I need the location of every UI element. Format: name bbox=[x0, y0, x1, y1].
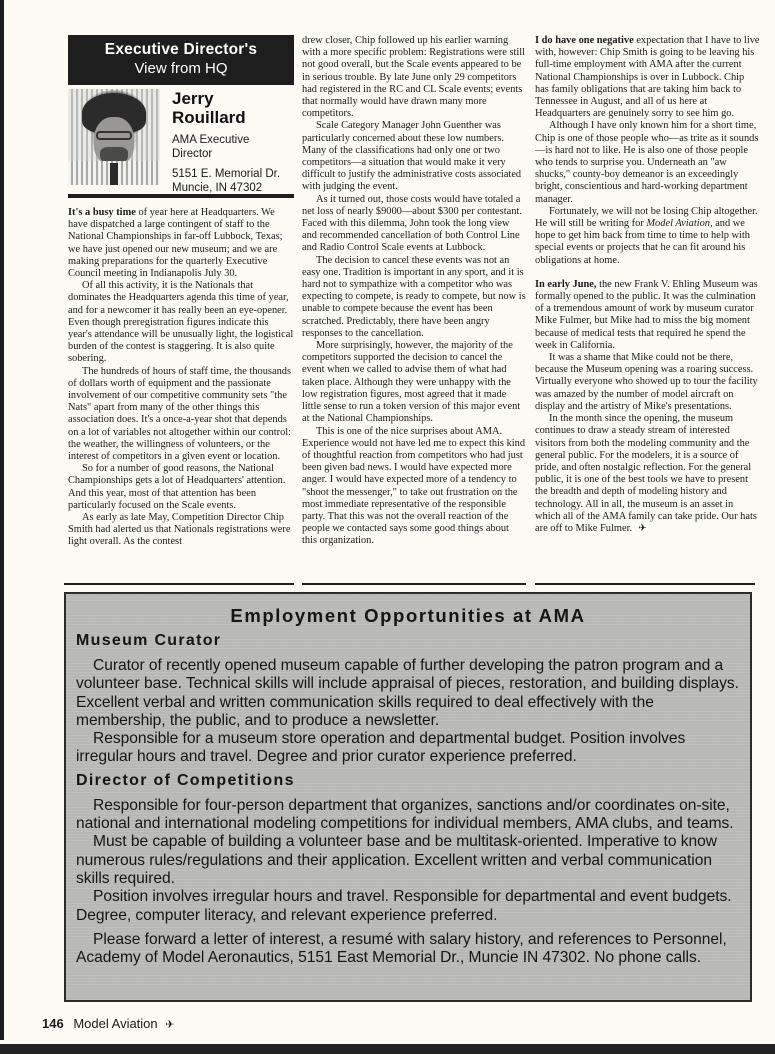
article-column-3 bbox=[535, 35, 760, 535]
paragraph bbox=[535, 413, 760, 535]
paragraph-text: the new Frank V. Ehling Museum was formally opened to the public. It was the culmination of a tremendous amount of work by museum curator Mike Fulmer, but Mike had to miss the big moment because of medical tests that required he spend the week in California. bbox=[535, 278, 758, 351]
column-divider bbox=[535, 583, 755, 585]
lead-in: In early June, bbox=[535, 278, 597, 290]
page-edge-shadow bbox=[0, 0, 4, 1040]
job-description: Curator of recently opened museum capable of further developing the patron program and a volunteer base. Technical skills will include appraisal of pieces, restoration, and building displays. Excellent verbal and written communication skills required to deal effectively with the membership, the public, and to produce a newsletter. bbox=[76, 657, 739, 729]
employment-opportunities-box bbox=[64, 592, 752, 1002]
paragraph bbox=[535, 35, 760, 120]
author-role-line: AMA Executive bbox=[172, 134, 250, 146]
paragraph: It was a shame that Mike could not be there, because the Museum opening was a roaring success. Virtually everyone who showed up to tour the facility was amazed by the number of model aircraft on display and the artistry of Mike's presentations. bbox=[535, 352, 758, 412]
column-header-box bbox=[68, 35, 294, 198]
author-first-name: Jerry bbox=[172, 89, 214, 108]
employment-title: Employment Opportunities at AMA bbox=[230, 605, 586, 626]
job-description: Position involves irregular hours and travel. Responsible for departmental and event budgets. Degree, computer literacy, and relevant experience preferred. bbox=[76, 888, 732, 924]
page-number: 146 bbox=[42, 1016, 64, 1031]
paragraph: This is one of the nice surprises about AMA. Experience would not have led me to expect this kind of thoughtful reaction from competitors who had just been given bad news. I would have expected more anger. I would have expected more of a tendency to "shoot the messenger," to take out frustration on the most immediate representative of the responsible party. That this was not the overall reaction of the people we contacted says some good things about this organization. bbox=[302, 425, 526, 547]
paragraph: Of all this activity, it is the Nationals that dominates the Headquarters agenda this time of year, and for a newcomer it has really been an eye-opener. Even though preregistration figures indicate this year's attendance will be unusually light, the logistical burden of the contest is staggering. It is also quite sobering. bbox=[68, 280, 294, 365]
paragraph-text: expectation that I have to live with, however: Chip Smith is going to be leaving his full-time employment with AMA after the current National Championships is over in Lubbock. Chip has family obligations that are taking him back to Tennessee in August, and all of us here at Headquarters are genuinely sorry to see him go. bbox=[535, 35, 760, 120]
section-gap bbox=[535, 267, 760, 279]
job-title: Director of Competitions bbox=[76, 771, 295, 789]
author-name bbox=[172, 89, 280, 127]
paragraph: Although I have only known him for a short time, Chip is one of those people who—as trite as it sounds—is hard not to like. He is also one of those people who tends to surprise you. Underneath an "aw shucks," county-boy demeanor is an exceedingly bright, conscientious and hard-working department manager. bbox=[535, 120, 759, 205]
banner-title: Executive Director's bbox=[104, 41, 258, 58]
paragraph-text: and we hope to get him back from time to time to help with special events or projects that he can fit around his obligations at home. bbox=[535, 218, 750, 266]
paragraph-text: Fortunately, we will not be losing Chip altogether. He will still be writing for bbox=[535, 205, 758, 230]
lead-in: I do have one negative bbox=[535, 35, 634, 46]
job-description: Responsible for a museum store operation and departmental budget. Position involves irregular hours and travel. Degree and prior curator experience preferred. bbox=[76, 730, 686, 766]
publication-name: Model Aviation bbox=[73, 1016, 158, 1031]
column-banner bbox=[68, 35, 294, 85]
paragraph: As it turned out, those costs would have totaled a net loss of nearly $9000—about $300 per contestant. Faced with this dilemma, John took the long view and recommended cancellation of both Control Line and Radio Control Scale events at Lubbock. bbox=[302, 193, 522, 254]
author-last-name: Rouillard bbox=[172, 108, 246, 127]
paragraph bbox=[535, 279, 760, 352]
page-footer bbox=[42, 1016, 175, 1031]
job-listing-director-of-competitions bbox=[76, 771, 740, 925]
paragraph: As early as late May, Competition Director Chip Smith had alerted us that Nationals registrations were light overall. As the contest bbox=[68, 512, 291, 548]
publication-title: Model Aviation, bbox=[646, 218, 713, 230]
airplane-icon: ✈ bbox=[165, 1018, 175, 1031]
author-profile bbox=[68, 89, 294, 194]
address-line: 5151 E. Memorial Dr. bbox=[172, 168, 281, 180]
paragraph: drew closer, Chip followed up his earlier warning with a more specific problem: Registrations were still not good overall, but the Scale events appeared to be in serious trouble. By late June only 29 competitors had registered in the RC and CL Scale events; events that normally would have drawn many more competitors. bbox=[302, 35, 526, 120]
paragraph: The decision to cancel these events was not an easy one. Tradition is important in any sport, and it is hard not to sympathize with a competitor who was expecting to compete, is ready to compete, but now is unable to compete because the event has been scratched. Predictably, there have been angry responses to the cancellation. bbox=[302, 254, 526, 339]
paragraph-text: In the month since the opening, the museum continues to draw a steady stream of interested visitors from both the modeling community and the general public. For the modelers, it is a source of pride, and often nostalgic reflection. For the general public, it is one of the best tools we have to present the breadth and depth of modeling history and technology. All in all, the museum is an asset in which all of the AMA family can take pride. Our hats are off to Mike Fulmer. bbox=[535, 413, 757, 534]
column-divider bbox=[64, 583, 294, 585]
end-of-article-plane-icon: ✈ bbox=[638, 522, 647, 534]
job-description: Must be capable of building a volunteer base and be multitask-oriented. Imperative to know numerous rules/regulations and their application. Excellent written and verbal communication skills required. bbox=[76, 833, 717, 887]
paragraph bbox=[68, 207, 294, 280]
paragraph: So for a number of good reasons, the National Championships gets a lot of Headquarters' attention. And this year, most of that attention has been particularly focused on the Scale events. bbox=[68, 463, 286, 511]
author-role-line: Director bbox=[172, 148, 213, 160]
author-info bbox=[160, 89, 281, 194]
author-role bbox=[172, 133, 280, 161]
author-photo bbox=[68, 89, 160, 185]
paragraph-text: of year here at Headquarters. We have dispatched a large contingent of staff to the National Championships in far-off Lubbock, Texas; we have just opened our new museum; and we are making preparations for the quarterly Executive Council meeting in Indianapolis July 30. bbox=[68, 207, 283, 280]
paragraph bbox=[535, 206, 760, 267]
job-description: Responsible for four-person department that organizes, sanctions and/or coordinates on-site, national and international modeling competitions for individual members, AMA clubs, and teams. bbox=[76, 796, 734, 833]
job-listing-museum-curator bbox=[76, 631, 740, 767]
page-edge-shadow bbox=[0, 1044, 775, 1054]
column-divider bbox=[302, 583, 526, 585]
paragraph: More surprisingly, however, the majority of the competitors supported the decision to cancel the event when we called to advise them of what had taken place. Although they were unhappy with the low registration figures, most agreed that it made little sense to run a token version of this major event at the National Championships. bbox=[302, 340, 521, 425]
author-address bbox=[172, 167, 280, 195]
job-title: Museum Curator bbox=[76, 632, 222, 649]
lead-in: It's a busy time bbox=[68, 207, 136, 218]
address-line: Muncie, IN 47302 bbox=[172, 182, 263, 194]
article-column-1 bbox=[68, 207, 294, 549]
article-column-2 bbox=[302, 35, 526, 548]
application-instructions: Please forward a letter of interest, a resumé with salary history, and references to Personnel, Academy of Model Aeronautics, 5151 East Memorial Dr., Muncie IN 47302. No phone calls. bbox=[76, 930, 727, 967]
paragraph: The hundreds of hours of staff time, the thousands of dollars worth of equipment and the passionate involvement of our competitive community sets "the Nats" apart from many of the other things this association does. It's a once-a-year shot that depends on a lot of variables not altogether within our control: the weather, the willingness of volunteers, or the interest of competitors in a given event or location. bbox=[68, 365, 292, 463]
paragraph: Scale Category Manager John Guenther was particularly concerned about these low numbers. Many of the classifications had only one or two competitors—a situation that would make it very difficult to justify the administrative costs associated with judging the event. bbox=[302, 120, 522, 193]
banner-subtitle: View from HQ bbox=[134, 60, 228, 77]
